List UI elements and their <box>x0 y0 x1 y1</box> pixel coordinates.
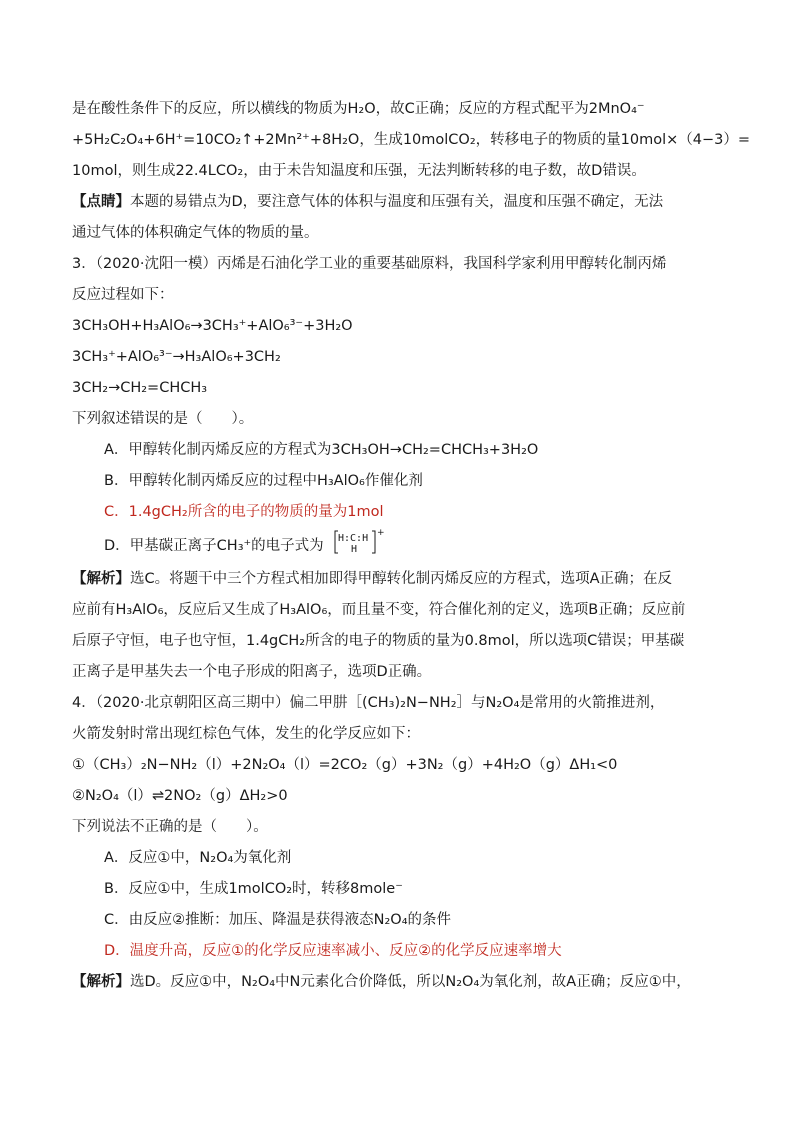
lewis-center-text: H:C:H <box>338 533 369 544</box>
text-line: 应前有H₃AlO₆，反应后又生成了H₃AlO₆，而且量不变，符合催化剂的定义，选项B正确；反应前 <box>72 602 686 618</box>
analysis-4 <box>72 967 724 998</box>
question-3-stem: 反应过程如下： <box>72 287 174 303</box>
question-4-stem: 火箭发射时常出现红棕色气体，发生的化学反应如下： <box>72 726 420 742</box>
document-body <box>72 94 751 998</box>
lewis-bottom-text: H <box>351 544 358 555</box>
text-line: 正离子是甲基失去一个电子形成的阳离子，选项D正确。 <box>72 664 432 680</box>
option-c: C．由反应②推断：加压、降温是获得液态N₂O₄的条件 <box>104 912 452 928</box>
reaction-1: ①（CH₃）₂N−NH₂（l）+2N₂O₄（l）=2CO₂（g）+3N₂（g）+4H₂O（g）ΔH₁<0 <box>72 757 618 773</box>
question-3-ask: 下列叙述错误的是（ ）。 <box>72 411 254 427</box>
tip-tag: 【点睛】 <box>72 194 130 210</box>
equation-3: 3CH₂→CH₂=CHCH₃ <box>72 380 208 396</box>
text-line: 后原子守恒，电子也守恒，1.4gCH₂所含的电子的物质的量为0.8mol，所以选项C错误；甲基碳 <box>72 633 685 649</box>
option-d-text: D．甲基碳正离子CH₃⁺的电子式为 <box>104 538 324 554</box>
analysis-text: 选C。将题干中三个方程式相加即得甲醇转化制丙烯反应的方程式，选项A正确；在反 <box>130 571 673 587</box>
analysis-text: 选D。反应①中，N₂O₄中N元素化合价降低，所以N₂O₄为氧化剂，故A正确；反应①中， <box>130 974 691 990</box>
tip-text: 本题的易错点为D，要注意气体的体积与温度和压强有关，温度和压强不确定，无法 <box>130 194 664 210</box>
option-b: B．反应①中，生成1molCO₂时，转移8mole⁻ <box>104 881 403 897</box>
option-a: A．甲醇转化制丙烯反应的方程式为3CH₃OH→CH₂=CHCH₃+3H₂O <box>104 442 539 458</box>
text-line: +5H₂C₂O₄+6H⁺=10CO₂↑+2Mn²⁺+8H₂O，生成10molCO₂，转移电子的物质的量10mol×（4−3）= <box>72 132 751 148</box>
equation-1: 3CH₃OH+H₃AlO₆→3CH₃⁺+AlO₆³⁻+3H₂O <box>72 318 353 334</box>
analysis-tag: 【解析】 <box>72 571 130 587</box>
lewis-structure-figure <box>334 528 385 560</box>
option-c-answer: C．1.4gCH₂所含的电子的物质的量为1mol <box>104 504 384 520</box>
lewis-charge-text: + <box>377 528 385 538</box>
lewis-structure-svg <box>334 528 385 562</box>
option-d-answer: D．温度升高，反应①的化学反应速率减小、反应②的化学反应速率增大 <box>104 943 562 959</box>
question-4-stem: 4．（2020·北京朝阳区高三期中）偏二甲肼［(CH₃)₂N−NH₂］与N₂O₄是常用的火箭推进剂， <box>72 695 665 711</box>
text-line: 是在酸性条件下的反应，所以横线的物质为H₂O，故C正确；反应的方程式配平为2MnO₄⁻ <box>72 101 645 117</box>
tip-line <box>72 187 724 218</box>
option-a: A．反应①中，N₂O₄为氧化剂 <box>104 850 292 866</box>
reaction-2: ②N₂O₄（l）⇌2NO₂（g）ΔH₂>0 <box>72 788 288 804</box>
text-line: 10mol，则生成22.4LCO₂，由于未告知温度和压强，无法判断转移的电子数，故D错误。 <box>72 163 646 179</box>
analysis-3 <box>72 564 724 595</box>
question-4-ask: 下列说法不正确的是（ ）。 <box>72 819 268 835</box>
option-b: B．甲醇转化制丙烯反应的过程中H₃AlO₆作催化剂 <box>104 473 423 489</box>
analysis-tag: 【解析】 <box>72 974 130 990</box>
equation-2: 3CH₃⁺+AlO₆³⁻→H₃AlO₆+3CH₂ <box>72 349 281 365</box>
question-3-stem: 3．（2020·沈阳一模）丙烯是石油化学工业的重要基础原料，我国科学家利用甲醇转化制丙烯 <box>72 256 667 272</box>
text-line: 通过气体的体积确定气体的物质的量。 <box>72 225 319 241</box>
option-d <box>72 528 724 564</box>
